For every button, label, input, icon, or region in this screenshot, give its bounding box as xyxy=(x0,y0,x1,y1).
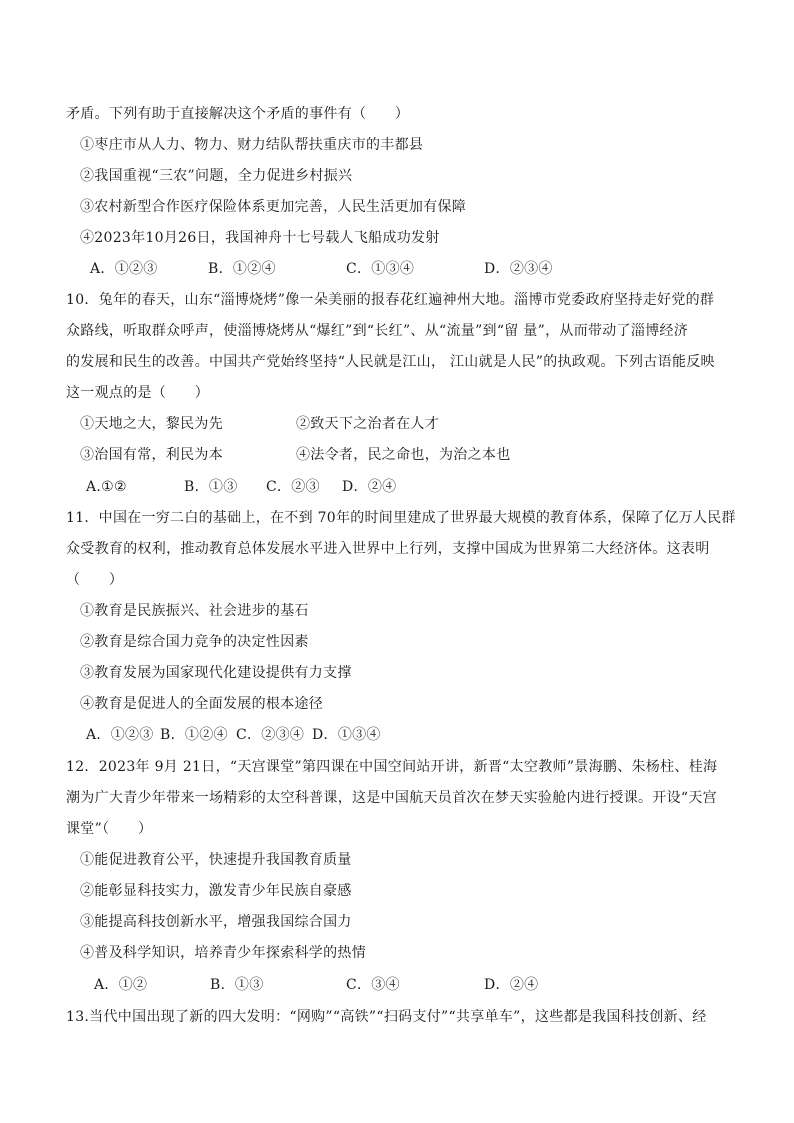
q12-answer-d: D．②④ xyxy=(484,977,539,993)
q10-option-1: ①天地之大，黎民为先 xyxy=(80,416,223,432)
q12-stem-line-2: 潮为广大青少年带来一场精彩的太空科普课，这是中国航天员首次在梦天实验舱内进行授课。开设“天宫 xyxy=(66,790,717,806)
q10-option-4: ④法令者，民之命也，为治之本也 xyxy=(296,447,511,463)
q11-option-3: ③教育发展为国家现代化建设提供有力支撑 xyxy=(80,665,352,681)
q10-answer-d: D．②④ xyxy=(342,479,397,495)
q9-option-2: ②我国重视“三农”问题，全力促进乡村振兴 xyxy=(80,168,353,184)
q10-answer-c: C．②③ xyxy=(266,479,320,495)
q10-answer-b: B．①③ xyxy=(184,479,238,495)
q9-option-1: ①枣庄市从人力、物力、财力结队帮扶重庆市的丰都县 xyxy=(80,137,424,153)
q10-stem-line-3: 的发展和民生的改善。中国共产党始终坚持“人民就是江山， 江山就是人民”的执政观。下列古语能反映 xyxy=(66,354,715,370)
q12-option-1: ①能促进教育公平，快速提升我国教育质量 xyxy=(80,852,352,868)
q9-answer-c: C．①③④ xyxy=(346,261,415,277)
q10-stem-line-1: 10．兔年的春天，山东“淄博烧烤”像一朵美丽的报春花红遍神州大地。淄博市党委政府坚持走好党的群 xyxy=(66,292,715,308)
q11-stem-line-1: 11．中国在一穷二白的基础上，在不到 70年的时间里建成了世界最大规模的教育体系，保障了亿万人民群 xyxy=(66,510,736,526)
q11-option-1: ①教育是民族振兴、社会进步的基石 xyxy=(80,603,309,619)
q10-stem-line-4: 这一观点的是（ ） xyxy=(66,385,209,401)
q9-stem: 矛盾。下列有助于直接解决这个矛盾的事件有（ ） xyxy=(66,106,410,122)
q10-answer-a: A.①② xyxy=(86,479,127,495)
q9-option-4: ④2023年10月26日，我国神舟十七号载人飞船成功发射 xyxy=(80,230,440,246)
q11-stem-line-3: （ ） xyxy=(66,572,124,588)
q12-option-2: ②能彰显科技实力，激发青少年民族自豪感 xyxy=(80,883,352,899)
q11-answer-b: B．①②④ xyxy=(160,727,228,743)
q12-answer-c: C．③④ xyxy=(346,977,400,993)
q9-answer-b: B．①②④ xyxy=(208,261,276,277)
q11-option-2: ②教育是综合国力竞争的决定性因素 xyxy=(80,634,309,650)
q13-stem-line-1: 13.当代中国出现了新的四大发明：“网购”“高铁”“扫码支付”“共享单车”，这些都是我国科技创新、经 xyxy=(66,1009,707,1025)
q12-stem-line-3: 课堂”（ ） xyxy=(66,821,153,837)
q10-option-3: ③治国有常，利民为本 xyxy=(80,447,223,463)
q9-answer-d: D．②③④ xyxy=(484,261,553,277)
q12-option-3: ③能提高科技创新水平，增强我国综合国力 xyxy=(80,914,352,930)
q12-answer-b: B．①③ xyxy=(210,977,264,993)
q10-stem-line-2: 众路线，听取群众呼声，使淄博烧烤从“爆红”到“长红”、从“流量”到“留 量”，从而带动了淄博经济 xyxy=(66,323,689,339)
q11-stem-line-2: 众受教育的权利，推动教育总体发展水平进入世界中上行列，支撑中国成为世界第二大经济体。这表明 xyxy=(66,541,710,557)
q12-stem-line-1: 12．2023年 9月 21日，“天宫课堂”第四课在中国空间站开讲，新晋“太空教师”景海鹏、朱杨柱、桂海 xyxy=(66,759,718,775)
q11-answer-c: C．②③④ xyxy=(236,727,305,743)
q11-answer-a: A．①②③ xyxy=(86,727,154,743)
q12-option-4: ④普及科学知识，培养青少年探索科学的热情 xyxy=(80,945,366,961)
q10-option-2: ②致天下之治者在人才 xyxy=(296,416,439,432)
q12-answer-a: A．①② xyxy=(94,977,148,993)
q11-answer-d: D．①③④ xyxy=(312,727,381,743)
q9-option-3: ③农村新型合作医疗保险体系更加完善，人民生活更加有保障 xyxy=(80,199,467,215)
q11-option-4: ④教育是促进人的全面发展的根本途径 xyxy=(80,696,324,712)
q9-answer-a: A．①②③ xyxy=(90,261,158,277)
